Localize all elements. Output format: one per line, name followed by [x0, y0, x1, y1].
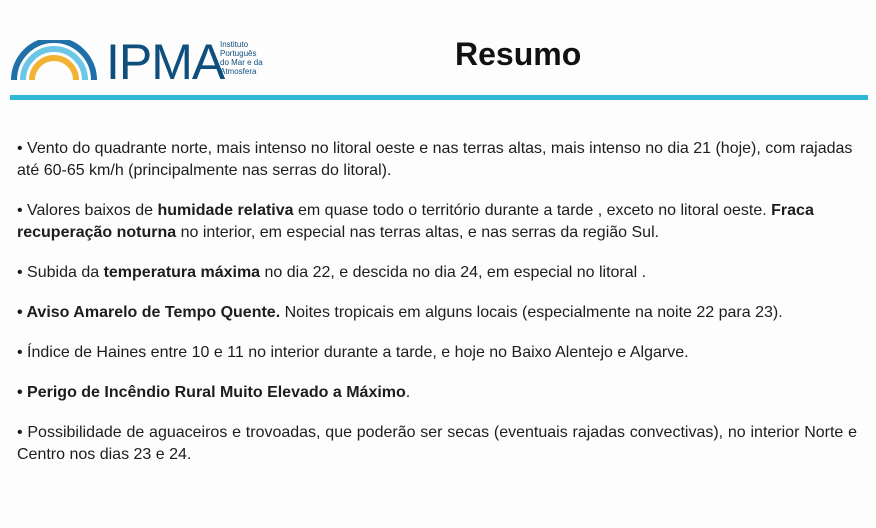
summary-text: Noites tropicais em alguns locais (especialmente na noite 22 para 23).	[280, 304, 783, 321]
summary-item	[17, 200, 857, 244]
logo-wordmark: IPMA	[106, 34, 225, 90]
summary-text: • Possibilidade de aguaceiros e trovoadas, que poderão ser secas (eventuais rajadas convectivas), no interior Norte e Centro nos dias 23 e 24.	[17, 424, 857, 463]
ipma-logo	[10, 34, 280, 90]
summary-item	[17, 422, 857, 466]
summary-text: • Subida da	[17, 264, 104, 281]
header	[0, 0, 876, 96]
logo-subtitle-line: Atmosfera	[220, 67, 257, 76]
summary-emphasis: temperatura máxima	[103, 264, 261, 281]
rainbow-arcs-icon	[10, 40, 98, 82]
header-divider	[10, 95, 868, 100]
logo-subtitle-line: Português	[220, 49, 257, 58]
logo-subtitle	[220, 40, 290, 76]
summary-text: no dia 22, e descida no dia 24, em especial no litoral .	[260, 264, 647, 281]
summary-item	[17, 302, 857, 324]
summary-text: no interior, em especial nas terras altas, e nas serras da região Sul.	[176, 224, 660, 241]
summary-item	[17, 382, 857, 404]
summary-text: • Valores baixos de	[17, 202, 158, 219]
summary-item	[17, 342, 857, 364]
summary-text: • Índice de Haines entre 10 e 11 no interior durante a tarde, e hoje no Baixo Alentejo e Algarve.	[17, 344, 689, 361]
summary-item	[17, 138, 857, 182]
summary-text: .	[405, 384, 411, 401]
summary-emphasis: • Perigo de Incêndio Rural Muito Elevado a Máximo	[17, 384, 406, 401]
summary-text: • Vento do quadrante norte, mais intenso no litoral oeste e nas terras altas, mais intenso no dia 21 (hoje), com rajadas até 60-65 km/h (principalmente nas serras do litoral).	[17, 140, 853, 179]
logo-subtitle-line: Instituto	[220, 40, 249, 49]
page-title: Resumo	[455, 36, 582, 72]
summary-list	[17, 138, 857, 484]
logo-subtitle-line: do Mar e da	[220, 58, 263, 67]
summary-emphasis: • Aviso Amarelo de Tempo Quente.	[17, 304, 281, 321]
summary-item	[17, 262, 857, 284]
summary-emphasis: Fraca recuperação noturna	[17, 202, 814, 241]
summary-text: em quase todo o território durante a tarde , exceto no litoral oeste.	[293, 202, 772, 219]
summary-emphasis: humidade relativa	[157, 202, 294, 219]
